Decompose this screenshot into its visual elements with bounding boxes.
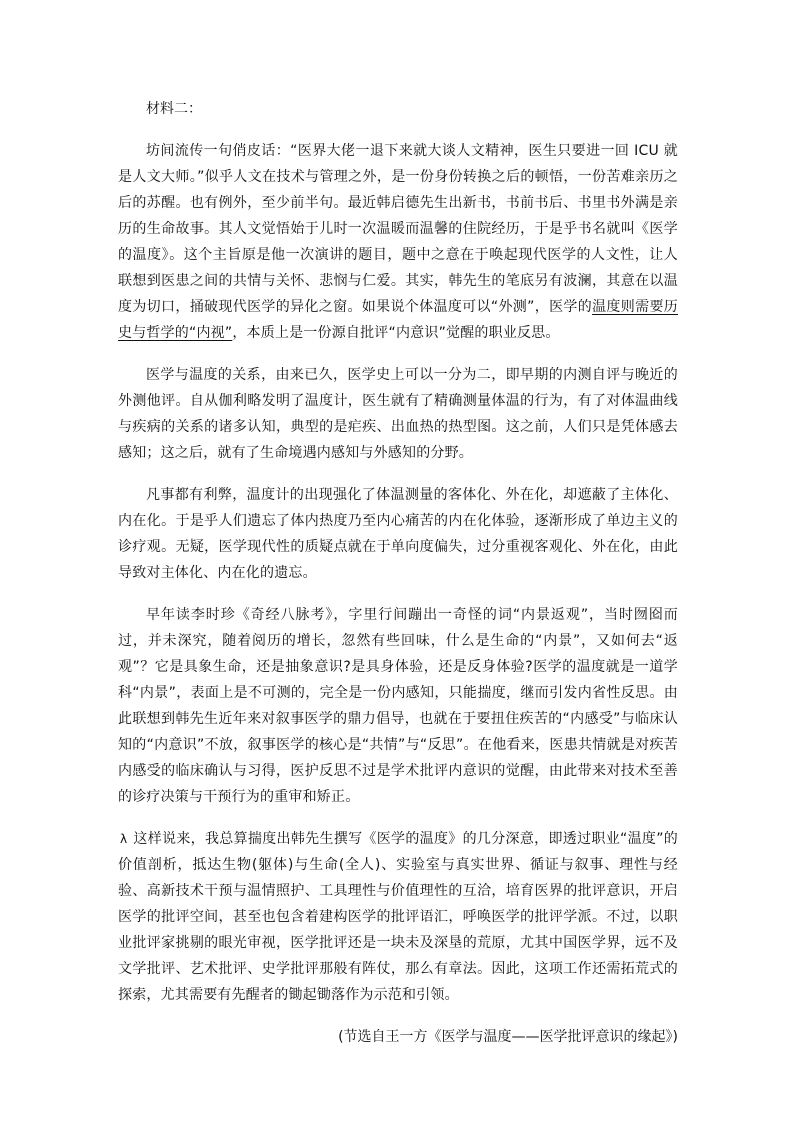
paragraph-1-text: 坊间流传一句俏皮话：“医界大佬一退下来就大谈人文精神，医生只要进一回 ICU 就是人文大师。”似乎人文在技术与管理之外，是一份身份转换之后的顿悟，一份苦难亲历之后的苏醒。也有例外，至少前半句。最近韩启德先生出新书，书前书后、书里书外满是亲历的生命故事。其人文觉悟始于儿时一次温暖而温馨的住院经历，于是乎书名就叫《医学的温度》。这个主旨原是他一次演讲的题目，题中之意在于唤起现代医学的人文性，让人联想到医患之间的共情与关怀、悲悯与仁爱。其实，韩先生的笔底另有波澜，其意在以温度为切口，捅破现代医学的异化之窗。如果说个体温度可以“外测”，医学的	[118, 143, 678, 315]
paragraph-5-text: 这样说来，我总算揣度出韩先生撰写《医学的温度》的几分深意，即透过职业“温度”的价值剖析，抵达生物(躯体)与生命(全人)、实验室与真实世界、循证与叙事、理性与经验、高新技术干预与温情照护、工具理性与价值理性的互洽，培育医界的批评意识，开启医学的批评空间，甚至也包含着建构医学的批评语汇，呼唤医学的批评学派。不过，以职业批评家挑剔的眼光审视，医学批评还是一块未及深垦的荒原，尤其中国医学界，远不及文学批评、艺术批评、史学批评那般有阵仗，那么有章法。因此，这项工作还需拓荒式的探索，尤其需要有先醒者的锄起锄落作为示范和引领。	[118, 831, 678, 1003]
paragraph-3: 凡事都有利弊，温度计的出现强化了体温测量的客体化、外在化，却遮蔽了主体化、内在化。于是乎人们遗忘了体内热度乃至内心痛苦的内在化体验，逐渐形成了单边主义的诊疗观。无疑，医学现代性的质疑点就在于单向度偏失，过分重视客观化、外在化，由此导致对主体化、内在化的遗忘。	[118, 487, 678, 581]
document-page	[118, 96, 678, 1050]
source-citation: (节选自王一方《医学与温度——医学批评意识的缘起》)	[338, 1029, 678, 1045]
paragraph-2: 医学与温度的关系，由来已久，医学史上可以一分为二，即早期的内测自评与晚近的外测他评。自从伽利略发明了温度计，医生就有了精确测量体温的行为，有了对体温曲线与疾病的关系的诸多认知，典型的是疟疾、出血热的热型图。这之前，人们只是凭体感去感知；这之后，就有了生命境遇内感知与外感知的分野。	[118, 367, 678, 461]
paragraph-1-tail: ，本质上是一份源自批评“内意识”觉醒的职业反思。	[232, 325, 560, 341]
paragraph-1	[118, 138, 678, 346]
paragraph-4: 早年读李时珍《奇经八脉考》，字里行间蹦出一奇怪的词“内景返观”，当时囫囵而过，并未深究，随着阅历的增长，忽然有些回味，什么是生命的“内景”，又如何去“返观”？它是具象生命，还是抽象意识?是具身体验，还是反身体验?医学的温度就是一道学科“内景”，表面上是不可测的，完全是一份内感知，只能揣度，继而引发内省性反思。由此联想到韩先生近年来对叙事医学的鼎力倡导，也就在于要扭住疾苦的“内感受”与临床认知的“内意识”不放，叙事医学的核心是“共情”与“反思”。在他看来，医患共情就是对疾苦内感受的临床确认与习得，医护反思不过是学术批评内意识的觉醒，由此带来对技术至善的诊疗决策与干预行为的重审和矫正。	[118, 607, 678, 805]
paragraph-5	[118, 826, 678, 1008]
material-heading: 材料二：	[146, 101, 202, 117]
lambda-marker: λ	[120, 832, 128, 846]
underlined-phrase: 温度则需要历史与哲学的“内视”	[118, 299, 678, 341]
